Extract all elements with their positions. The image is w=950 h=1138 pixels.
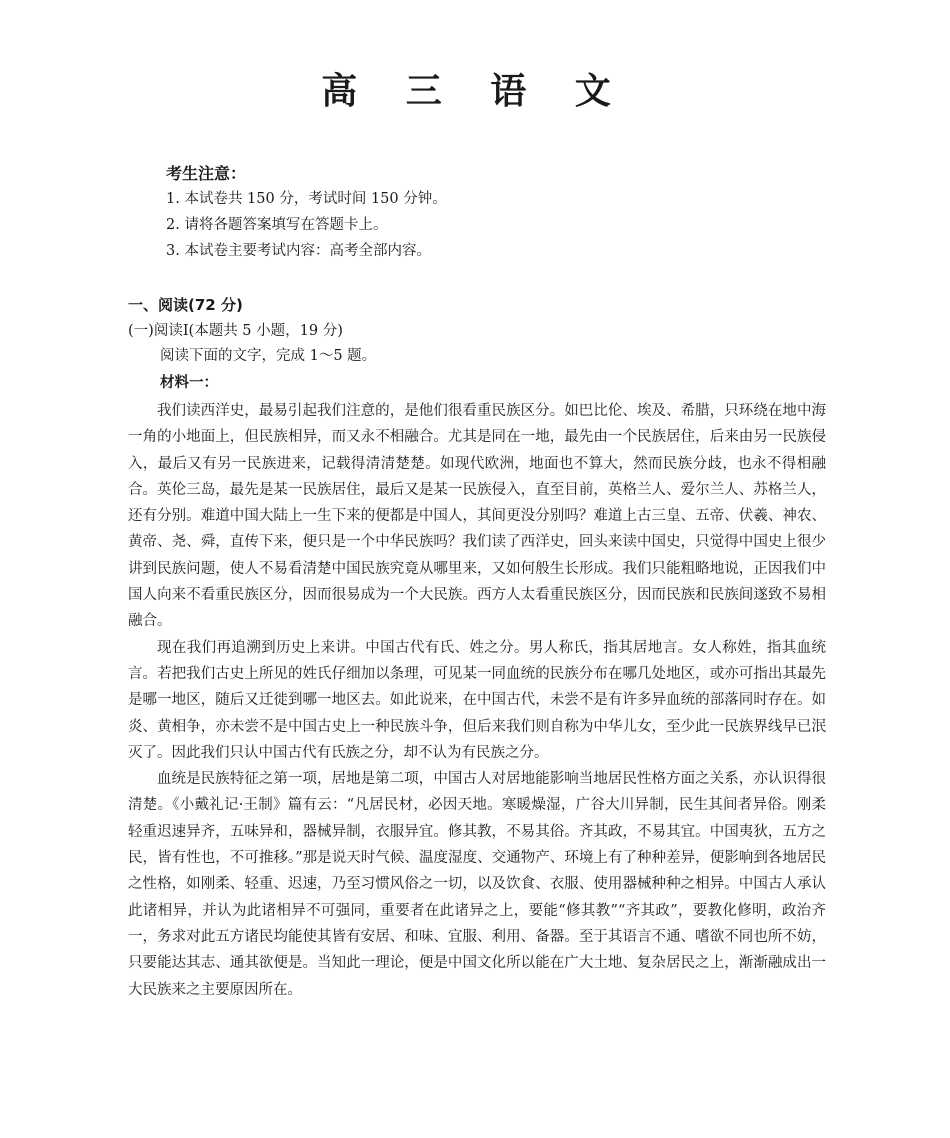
- passage-body: [128, 398, 826, 1003]
- section-heading: 一、阅读(72 分): [128, 296, 243, 314]
- notice-item: 2. 请将各题答案填写在答题卡上。: [166, 217, 388, 233]
- notice-item: 1. 本试卷共 150 分，考试时间 150 分钟。: [166, 191, 447, 207]
- passage-paragraph: 现在我们再追溯到历史上来讲。中国古代有氏、姓之分。男人称氏，指其居地言。女人称姓，指其血统言。若把我们古史上所见的姓氏仔细加以条理，可见某一同血统的民族分布在哪几处地区，或亦可指出其最先是哪一地区，随后又迁徙到哪一地区去。如此说来，在中国古代，未尝不是有许多异血统的部落同时存在。如炎、黄相争，亦未尝不是中国古史上一种民族斗争，但后来我们则自称为中华儿女，至少此一民族界线早已泯灭了。因此我们只认中国古代有氏族之分，却不认为有民族之分。: [128, 639, 826, 761]
- notice-heading: 考生注意：: [166, 164, 247, 183]
- passage-paragraph: 我们读西洋史，最易引起我们注意的，是他们很看重民族区分。如巴比伦、埃及、希腊，只环绕在地中海一角的小地面上，但民族相异，而又永不相融合。尤其是同在一地，最先由一个民族居住，后来由另一民族侵入，最后又有另一民族进来，记载得清清楚楚。如现代欧洲，地面也不算大，然而民族分歧，也永不得相融合。英伦三岛，最先是某一民族居住，最后又是某一民族侵入，直至目前，英格兰人、爱尔兰人、苏格兰人，还有分别。难道中国大陆上一生下来的便都是中国人，其间更没分别吗？难道上古三皇、五帝、伏羲、神农、黄帝、尧、舜，直传下来，便只是一个中华民族吗？我们读了西洋史，回头来读中国史，只觉得中国史上很少讲到民族问题，使人不易看清楚中国民族究竟从哪里来，又如何般生长形成。我们只能粗略地说，正因我们中国人向来不看重民族区分，因而很易成为一个大民族。西方人太看重民族区分，因而民族和民族间遂致不易相融合。: [128, 403, 826, 630]
- notice-box: [166, 162, 447, 264]
- notice-item: 3. 本试卷主要考试内容：高考全部内容。: [166, 243, 431, 259]
- material-label: 材料一：: [160, 375, 218, 391]
- sub-section-heading: (一)阅读Ⅰ(本题共 5 小题，19 分): [128, 323, 343, 339]
- passage-paragraph: 血统是民族特征之第一项，居地是第二项，中国古人对居地能影响当地居民性格方面之关系，亦认识得很清楚。《小戴礼记·王制》篇有云：“凡居民材，必因天地。寒暖燥湿，广谷大川异制，民生其间者异俗。刚柔轻重迟速异齐，五味异和，器械异制，衣服异宜。修其教，不易其俗。齐其政，不易其宜。中国夷狄，五方之民，皆有性也，不可推移。”那是说天时气候、温度湿度、交通物产、环境上有了种种差异，便影响到各地居民之性格，如刚柔、轻重、迟速，乃至习惯风俗之一切，以及饮食、衣服、使用器械种种之相异。中国古人承认此诸相异，并认为此诸相异不可强同，重要者在此诸异之上，要能“修其教”“齐其政”，要教化修明，政治齐一，务求对此五方诸民均能使其皆有安居、和味、宜服、利用、备器。至于其语言不通、嗜欲不同也所不妨，只要能达其志、通其欲便是。当知此一理论，便是中国文化所以能在广大土地、复杂居民之上，渐渐融成出一大民族来之主要原因所在。: [128, 771, 826, 998]
- instruction-text: 阅读下面的文字，完成 1～5 题。: [160, 348, 377, 364]
- page-title: 高 三 语 文: [321, 71, 629, 112]
